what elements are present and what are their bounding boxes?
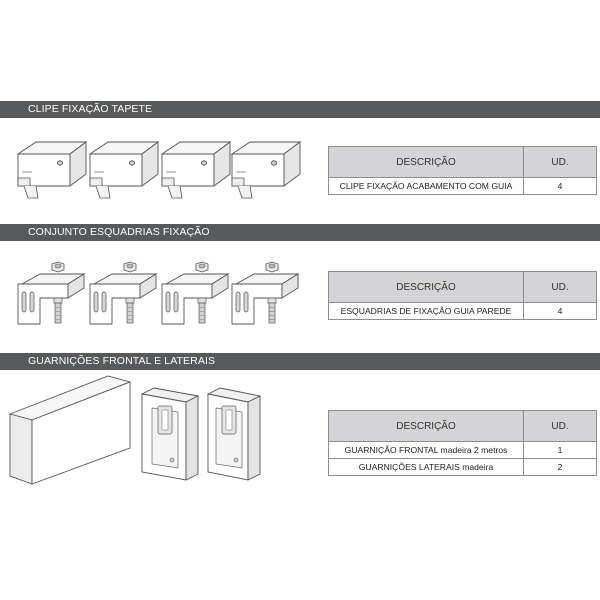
cell-quantity: 4 xyxy=(524,178,597,195)
section-title-clipe: CLIPE FIXAÇÃO TAPETE xyxy=(0,101,600,118)
header-descricao: DESCRIÇÃO xyxy=(329,147,524,178)
header-descricao: DESCRIÇÃO xyxy=(329,272,524,303)
cell-quantity: 4 xyxy=(524,303,597,320)
header-ud: UD. xyxy=(524,147,597,178)
front-trim-icon xyxy=(10,376,130,484)
cell-quantity: 2 xyxy=(524,459,597,476)
clipe-table xyxy=(328,146,597,195)
header-ud: UD. xyxy=(524,411,597,442)
clip-icon xyxy=(232,142,300,198)
clip-icon xyxy=(90,142,158,198)
clip-icon xyxy=(18,142,86,198)
trim-illustration xyxy=(6,372,306,492)
side-trim-icon xyxy=(208,388,260,480)
table-row xyxy=(329,459,597,476)
cell-description: ESQUADRIAS DE FIXAÇÃO GUIA PAREDE xyxy=(329,303,524,320)
bracket-illustration xyxy=(12,258,312,338)
bracket-icon xyxy=(90,262,156,324)
table-row xyxy=(329,178,597,195)
header-ud: UD. xyxy=(524,272,597,303)
table-row xyxy=(329,442,597,459)
cell-quantity: 1 xyxy=(524,442,597,459)
cell-description: CLIPE FIXAÇÃO ACABAMENTO COM GUIA xyxy=(329,178,524,195)
section-title-guarnicoes: GUARNIÇÕES FRONTAL E LATERAIS xyxy=(0,353,600,370)
cell-description: GUARNIÇÃO FRONTAL madeira 2 metros xyxy=(329,442,524,459)
cell-description: GUARNIÇÕES LATERAIS madeira xyxy=(329,459,524,476)
bracket-icon xyxy=(18,262,84,324)
section-title-esquadrias: CONJUNTO ESQUADRIAS FIXAÇÃO xyxy=(0,224,600,241)
header-descricao: DESCRIÇÃO xyxy=(329,411,524,442)
side-trim-icon xyxy=(142,388,198,480)
clip-illustration xyxy=(14,128,314,208)
guarnicoes-table xyxy=(328,410,597,476)
bracket-icon xyxy=(162,262,228,324)
esquadrias-table xyxy=(328,271,597,320)
table-row xyxy=(329,303,597,320)
clip-icon xyxy=(162,142,230,198)
bracket-icon xyxy=(232,262,298,324)
